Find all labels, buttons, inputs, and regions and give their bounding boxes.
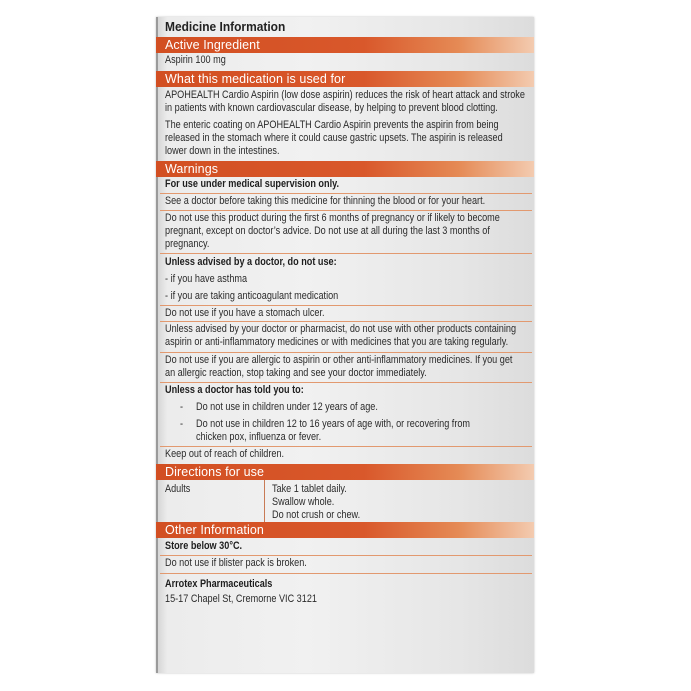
section-heading: What this medication is used for — [165, 72, 346, 86]
section-header-directions — [156, 464, 534, 480]
warning-ulcer: Do not use if you have a stomach ulcer. — [165, 307, 325, 319]
used-for-line: The enteric coating on APOHEALTH Cardio Aspirin prevents the aspirin from being — [165, 119, 499, 131]
divider — [160, 193, 532, 194]
company-name: Arrotex Pharmaceuticals — [165, 578, 273, 590]
warning-children-12-16: chicken pox, influenza or fever. — [196, 431, 322, 443]
directions-dose: Take 1 tablet daily. — [272, 483, 347, 495]
medicine-information-panel — [156, 17, 534, 673]
warning-other-products: Unless advised by your doctor or pharmacist, do not use with other products containing — [165, 323, 517, 335]
warning-pregnancy: pregnancy. — [165, 238, 210, 250]
warning-supervision: For use under medical supervision only. — [165, 178, 340, 190]
section-header-used-for — [156, 71, 534, 87]
divider — [160, 305, 532, 306]
warning-pregnancy: pregnant, except on doctor’s advice. Do not use at all during the last 3 months of — [165, 225, 490, 237]
section-heading: Warnings — [165, 162, 219, 176]
warning-see-doctor: See a doctor before taking this medicine for thinning the blood or for your heart. — [165, 195, 486, 207]
bullet-marker: - — [180, 418, 184, 430]
bullet-marker: - — [180, 401, 184, 413]
blister-warning: Do not use if blister pack is broken. — [165, 557, 307, 569]
warning-children-under-12: Do not use in children under 12 years of age. — [196, 401, 378, 413]
used-for-line: in patients with known cardiovascular disease, by helping to prevent blood clotting. — [165, 102, 498, 114]
divider — [160, 555, 532, 556]
warning-unless-told: Unless a doctor has told you to: — [165, 384, 304, 396]
used-for-line: lower down in the intestines. — [165, 145, 280, 157]
section-heading: Active Ingredient — [165, 38, 260, 52]
directions-who: Adults — [165, 483, 191, 495]
section-header-other-information — [156, 522, 534, 538]
section-heading: Directions for use — [165, 465, 265, 479]
section-heading: Other Information — [165, 523, 264, 537]
used-for-line: released in the stomach where it could cause gastric upsets. The aspirin is released — [165, 132, 503, 144]
divider — [160, 382, 532, 383]
section-header-active-ingredient — [156, 37, 534, 53]
storage: Store below 30°C. — [165, 540, 243, 552]
divider — [160, 321, 532, 322]
warning-allergic: an allergic reaction, stop taking and see your doctor immediately. — [165, 367, 427, 379]
divider — [160, 446, 532, 447]
directions-dose: Swallow whole. — [272, 496, 335, 508]
warning-allergic: Do not use if you are allergic to aspirin or other anti-inflammatory medicines. If you get — [165, 354, 513, 366]
divider — [160, 253, 532, 254]
warning-pregnancy: Do not use this product during the first 6 months of pregnancy or if likely to become — [165, 212, 500, 224]
warning-children-12-16: Do not use in children 12 to 16 years of age with, or recovering from — [196, 418, 471, 430]
warning-unless-advised: Unless advised by a doctor, do not use: — [165, 256, 337, 268]
warning-other-products: aspirin or anti-inflammatory medicines or with medicines that you are taking regularly. — [165, 336, 509, 348]
table-divider — [264, 480, 265, 522]
directions-dose: Do not crush or chew. — [272, 509, 361, 521]
section-header-warnings — [156, 161, 534, 177]
company-address: 15-17 Chapel St, Cremorne VIC 3121 — [165, 593, 317, 605]
warning-anticoagulant: - if you are taking anticoagulant medication — [165, 290, 339, 302]
divider — [160, 352, 532, 353]
warning-asthma: - if you have asthma — [165, 273, 248, 285]
warning-keep-out: Keep out of reach of children. — [165, 448, 285, 460]
active-ingredient-value: Aspirin 100 mg — [165, 54, 226, 66]
divider — [160, 210, 532, 211]
used-for-line: APOHEALTH Cardio Aspirin (low dose aspirin) reduces the risk of heart attack and stroke — [165, 89, 525, 101]
divider — [160, 573, 532, 574]
panel-title: Medicine Information — [165, 19, 286, 34]
